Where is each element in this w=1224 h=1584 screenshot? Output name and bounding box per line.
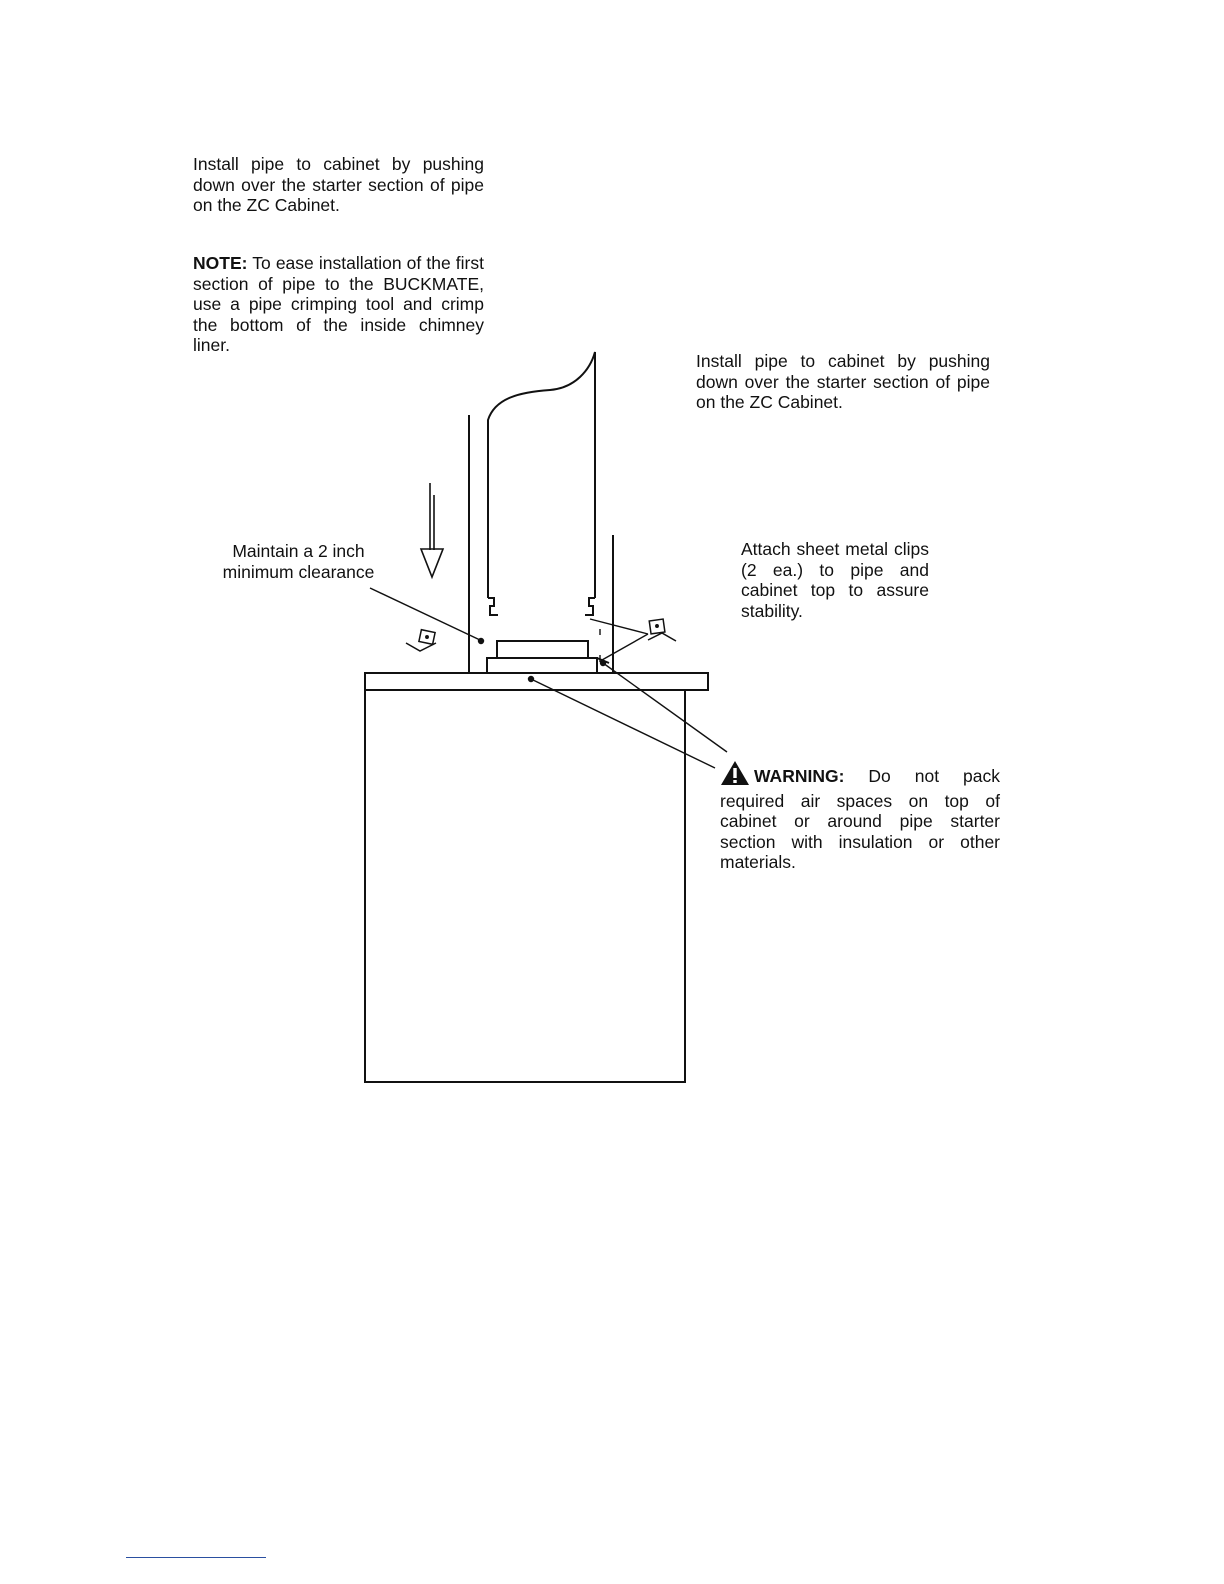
pipe-section: [488, 352, 595, 598]
sheet-metal-clip-icon: [406, 630, 436, 651]
clearance-dot: [479, 639, 483, 643]
clips-leader-lower: [602, 634, 648, 660]
warning-triangle-icon: [720, 760, 750, 791]
pipe-crimp-left: [488, 598, 498, 615]
note-label: NOTE:: [193, 253, 248, 273]
starter-section-collar: [487, 658, 597, 673]
starter-section-upper: [497, 641, 588, 658]
sheet-metal-clip-icon: [648, 619, 676, 641]
install-instruction-right: Install pipe to cabinet by pushing down over the starter section of pipe on the ZC Cabinet.: [696, 351, 990, 412]
install-instruction-left: Install pipe to cabinet by pushing down over the starter section of pipe on the ZC Cabinet.: [193, 154, 484, 215]
clearance-leader: [370, 588, 480, 640]
warning-label: WARNING:: [754, 766, 845, 786]
note-body: To ease installation of the first section of pipe to the BUCKMATE, use a pipe crimping tool and crimp the bottom of the inside chimney liner.: [193, 253, 484, 355]
clips-callout: Attach sheet metal clips (2 ea.) to pipe and cabinet top to assure stability.: [741, 539, 929, 621]
installation-note: [193, 253, 484, 356]
warning-dot-top: [529, 677, 533, 681]
pipe-crimp-right: [585, 598, 595, 615]
zc-cabinet-body: [365, 690, 685, 1082]
clips-leader-upper: [590, 619, 648, 634]
warning-dot-side: [601, 661, 605, 665]
warning-callout: [720, 760, 1000, 873]
down-arrow-icon: [421, 483, 443, 577]
clearance-callout: Maintain a 2 inch minimum clearance: [222, 541, 375, 582]
warning-body: Do not pack required air spaces on top of cabinet or around pipe starter section with insulation or other materials.: [720, 766, 1000, 872]
footer-rule: [126, 1557, 266, 1558]
